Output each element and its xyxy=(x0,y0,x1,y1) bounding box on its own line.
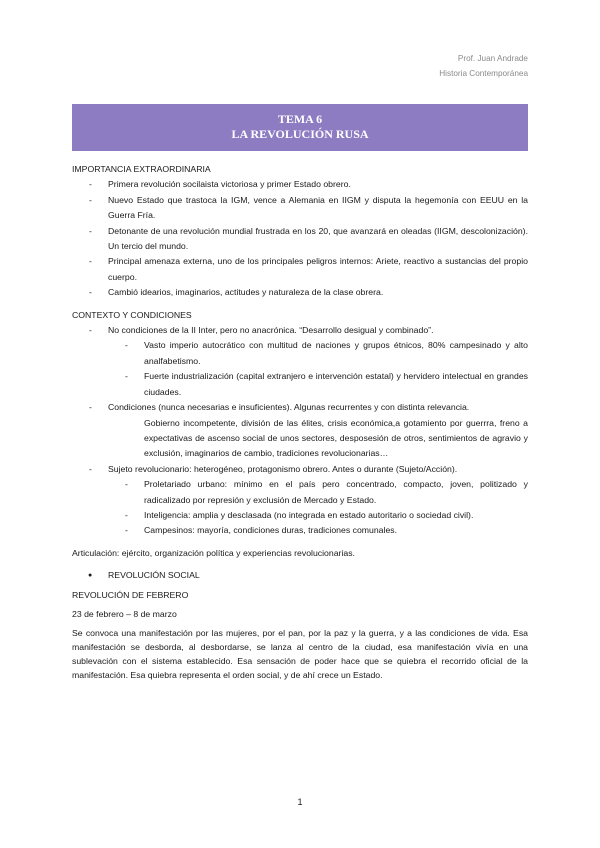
page-number: 1 xyxy=(297,797,303,807)
list-item: - Principal amenaza externa, uno de los principales peligros internos: Ariete, reactivo a sustancias del propio cuerpo. xyxy=(72,254,528,285)
document-body xyxy=(72,162,528,683)
sub-list-item: - Fuerte industrialización (capital extranjero e intervención estatal) y hervidero intelectual en grandes ciudades. xyxy=(72,369,528,400)
febrero-heading: REVOLUCIÓN DE FEBRERO xyxy=(72,589,189,600)
topic-title: LA REVOLUCIÓN RUSA xyxy=(231,127,369,141)
list-item: - Cambió idearios, imaginarios, actitudes y naturaleza de la clase obrera. xyxy=(72,285,528,300)
febrero-paragraph: Se convoca una manifestación por las mujeres, por el pan, por la paz y la guerra, y a las condiciones de vida. Esa manifestación se desborda, al desbordarse, se lanza al centro de la ciudad, esa manifestación vivía en una sublevación con el sistema establecido. Esa sensación de poder hace que se quiebra el recorrido oficial de la manifestación. Esa quiebra representa el orden social, y de ahí crece un Estado. xyxy=(72,628,528,680)
sub-list-item: - Proletariado urbano: mínimo en el país pero concentrado, compacto, joven, politizado y radicalizado por represión y exclusión de Mercado y Estado. xyxy=(72,477,528,508)
topic-number: TEMA 6 xyxy=(277,112,323,126)
course-name: Historia Contemporánea xyxy=(439,69,528,78)
title-banner xyxy=(72,104,528,151)
sub-list-item: - Vasto imperio autocrático con multitud de naciones y grupos étnicos, 80% campesinado y alto analfabetismo. xyxy=(72,338,528,369)
list-item: - Detonante de una revolución mundial frustrada en los 20, que avanzará en oleadas (IIGM, descolonización). Un tercio del mundo. xyxy=(72,224,528,255)
header-info xyxy=(439,51,528,81)
list-item: - No condiciones de la II Inter, pero no anacrónica. “Desarrollo desigual y combinado”. xyxy=(72,323,528,338)
list-item: - Condiciones (nunca necesarias e insuficientes). Algunas recurrentes y con distinta relevancia. xyxy=(72,400,528,415)
articulacion-text: Articulación: ejército, organización política y experiencias revolucionarias. xyxy=(72,547,355,558)
sub-list-item: - Inteligencia: amplia y desclasada (no integrada en estado autoritario o sociedad civil). xyxy=(72,508,528,523)
list-item: - Sujeto revolucionario: heterogéneo, protagonismo obrero. Antes o durante (Sujeto/Acción). xyxy=(72,462,528,477)
indented-paragraph: Gobierno incompetente, división de las élites, crisis económica,a gotamiento por guerrra, freno a expectativas de ascenso social de unos sectores, desposesión de otros, sentimientos de agravio y exclusión, imaginarios de cambio, tradiciones revolucionarias… xyxy=(144,417,528,459)
author-name: Prof. Juan Andrade xyxy=(457,54,528,63)
importancia-heading: IMPORTANCIA EXTRAORDINARIA xyxy=(72,164,211,174)
febrero-dates: 23 de febrero – 8 de marzo xyxy=(72,608,177,619)
sub-list-item: - Campesinos: mayoría, condiciones duras, tradiciones comunales. xyxy=(72,523,528,538)
revolucion-social-heading: ● REVOLUCIÓN SOCIAL xyxy=(72,568,528,583)
list-item: - Nuevo Estado que trastoca la IGM, vence a Alemania en IIGM y disputa la hegemonía con EEUU en la Guerra Fría. xyxy=(72,193,528,224)
contexto-heading: CONTEXTO Y CONDICIONES xyxy=(72,309,192,320)
list-item: - Primera revolución socilaista victoriosa y primer Estado obrero. xyxy=(72,177,528,192)
